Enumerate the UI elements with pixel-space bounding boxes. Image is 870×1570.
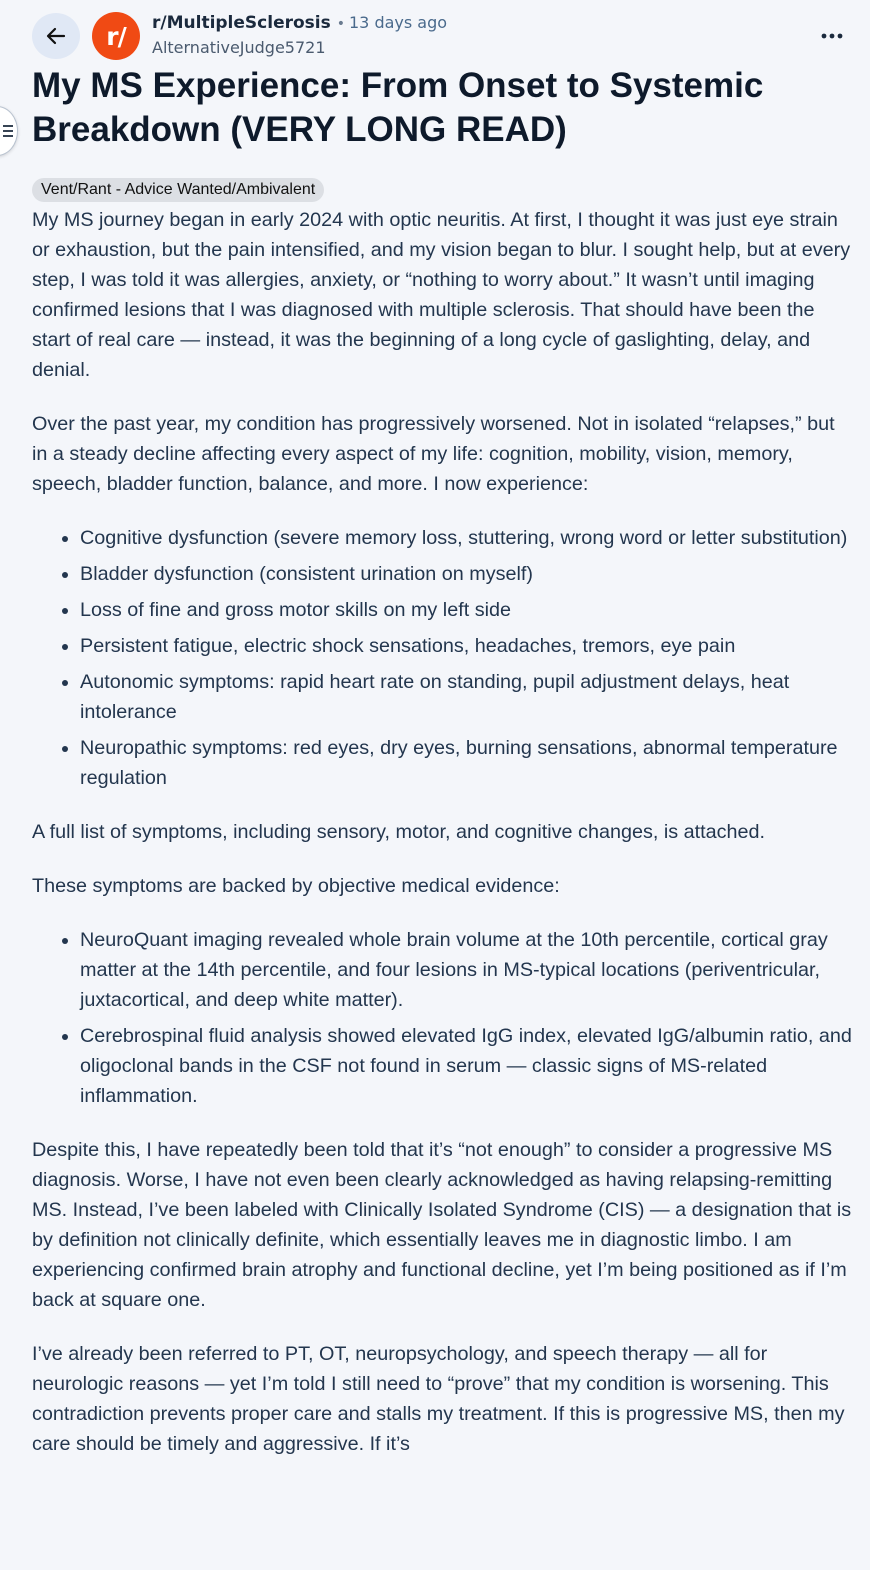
side-drawer-handle[interactable] bbox=[0, 106, 18, 156]
body-paragraph: A full list of symptoms, including sensory, motor, and cognitive changes, is attached. bbox=[32, 821, 766, 843]
bottom-fade bbox=[0, 1510, 870, 1570]
symptom-list bbox=[32, 523, 852, 793]
subreddit-link[interactable]: r/MultipleSclerosis bbox=[152, 13, 331, 33]
list-item: • Autonomic symptoms: rapid heart rate on standing, pupil adjustment delays, heat intolerance bbox=[80, 667, 852, 727]
author-link[interactable]: AlternativeJudge5721 bbox=[152, 38, 326, 57]
body-paragraph: I’ve already been referred to PT, OT, neuropsychology, and speech therapy — all for neurologic reasons — yet I’m told I still need to “prove” that my condition is worsening. This contradiction prevents proper care and stalls my treatment. If this is progressive MS, then my care should be timely and aggressive. If it’s bbox=[32, 1343, 845, 1455]
post-flair[interactable]: Vent/Rant - Advice Wanted/Ambivalent bbox=[32, 178, 324, 202]
subreddit-avatar[interactable] bbox=[92, 12, 140, 60]
post-time: 13 days ago bbox=[349, 13, 448, 32]
post-title: My MS Experience: From Onset to Systemic Breakdown (VERY LONG READ) bbox=[32, 66, 764, 149]
list-icon bbox=[3, 124, 13, 138]
arrow-left-icon bbox=[44, 24, 68, 48]
body-paragraph: Over the past year, my condition has progressively worsened. Not in isolated “relapses,” but in a steady decline affecting every aspect of my life: cognition, mobility, vision, memory, speech, bladder function, balance, and more. I now experience: bbox=[32, 413, 835, 495]
body-paragraph: Despite this, I have repeatedly been told that it’s “not enough” to consider a progressive MS diagnosis. Worse, I have not even been clearly acknowledged as having relapsing-remitting MS. Instead, I’ve been labeled with Clinically Isolated Syndrome (CIS) — a designation that is by definition not clinically definite, which essentially leaves me in diagnostic limbo. I am experiencing confirmed brain atrophy and functional decline, yet I’m being positioned as if I’m back at square one. bbox=[32, 1139, 852, 1311]
list-item: • Neuropathic symptoms: red eyes, dry eyes, burning sensations, abnormal temperature regulation bbox=[80, 733, 852, 793]
subreddit-avatar-text: r/ bbox=[106, 21, 126, 51]
list-item: • Persistent fatigue, electric shock sensations, headaches, tremors, eye pain bbox=[80, 631, 852, 661]
body-paragraph: These symptoms are backed by objective medical evidence: bbox=[32, 875, 560, 897]
evidence-list bbox=[32, 925, 852, 1111]
post-body bbox=[32, 205, 852, 1483]
list-item: • Loss of fine and gross motor skills on my left side bbox=[80, 595, 852, 625]
body-paragraph: My MS journey began in early 2024 with optic neuritis. At first, I thought it was just eye strain or exhaustion, but the pain intensified, and my vision began to blur. I sought help, but at every step, I was told it was allergies, anxiety, or “nothing to worry about.” It wasn’t until imaging confirmed lesions that I was diagnosed with multiple sclerosis. That should have been the start of real care — instead, it was the beginning of a long cycle of gaslighting, delay, and denial. bbox=[32, 209, 851, 381]
more-horizontal-icon bbox=[821, 33, 843, 39]
post-meta bbox=[152, 12, 447, 35]
list-item: • Cognitive dysfunction (severe memory loss, stuttering, wrong word or letter substitution) bbox=[80, 523, 852, 553]
meta-separator: • bbox=[336, 16, 345, 32]
more-options-button[interactable] bbox=[814, 22, 850, 50]
list-item: • Bladder dysfunction (consistent urination on myself) bbox=[80, 559, 852, 589]
back-button[interactable] bbox=[32, 13, 80, 59]
list-item: • NeuroQuant imaging revealed whole brain volume at the 10th percentile, cortical gray matter at the 14th percentile, and four lesions in MS-typical locations (periventricular, juxtacortical, and deep white matter). bbox=[80, 925, 852, 1015]
list-item: • Cerebrospinal fluid analysis showed elevated IgG index, elevated IgG/albumin ratio, and oligoclonal bands in the CSF not found in serum — classic signs of MS-related inflammation. bbox=[80, 1021, 852, 1111]
